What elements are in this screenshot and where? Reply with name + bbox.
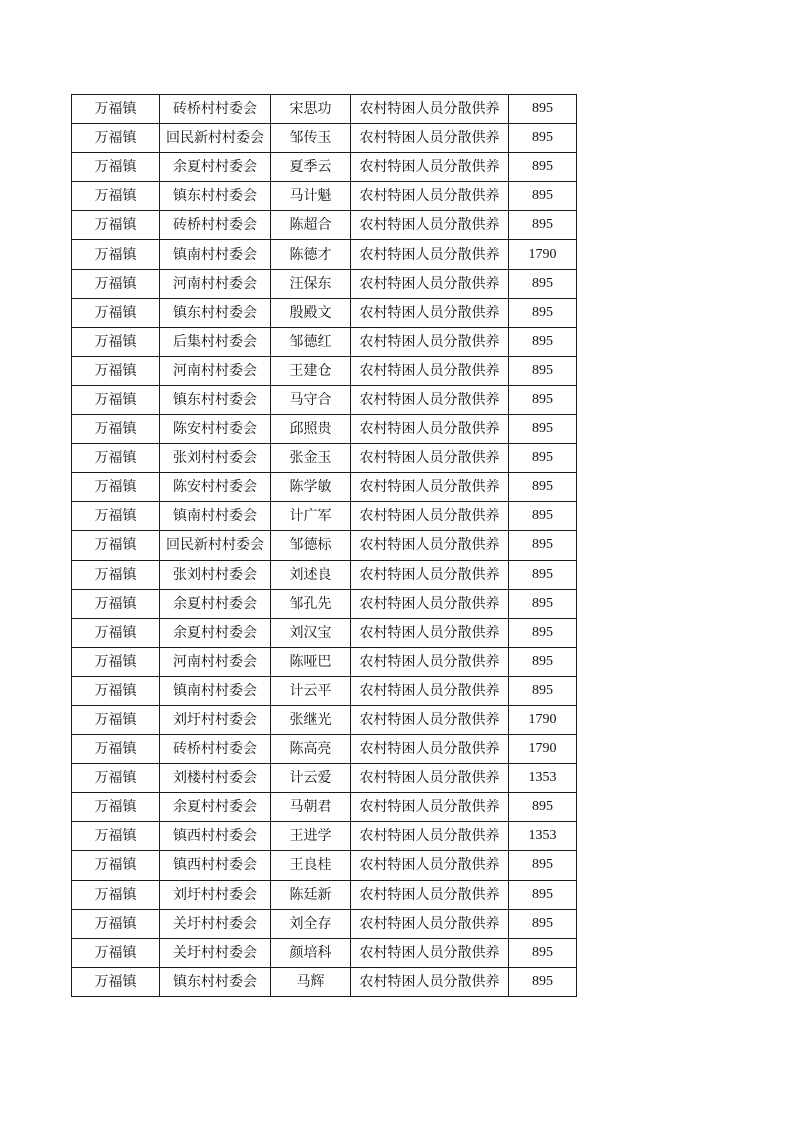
town-cell: 万福镇 [72, 938, 160, 967]
amount-cell: 1790 [509, 240, 577, 269]
town-cell: 万福镇 [72, 735, 160, 764]
village-committee-cell: 余夏村村委会 [160, 618, 271, 647]
town-cell: 万福镇 [72, 240, 160, 269]
person-name-cell: 计云爱 [271, 764, 351, 793]
village-committee-cell: 回民新村村委会 [160, 124, 271, 153]
amount-cell: 1790 [509, 735, 577, 764]
support-category-cell: 农村特困人员分散供养 [351, 764, 509, 793]
table-row [72, 211, 577, 240]
village-committee-cell: 后集村村委会 [160, 327, 271, 356]
village-committee-cell: 砖桥村村委会 [160, 95, 271, 124]
table-row [72, 153, 577, 182]
person-name-cell: 陈学敏 [271, 473, 351, 502]
town-cell: 万福镇 [72, 473, 160, 502]
village-committee-cell: 镇东村村委会 [160, 182, 271, 211]
support-category-cell: 农村特困人员分散供养 [351, 705, 509, 734]
amount-cell: 895 [509, 444, 577, 473]
town-cell: 万福镇 [72, 298, 160, 327]
village-committee-cell: 砖桥村村委会 [160, 735, 271, 764]
table-row [72, 415, 577, 444]
amount-cell: 895 [509, 589, 577, 618]
village-committee-cell: 镇南村村委会 [160, 240, 271, 269]
table-row [72, 589, 577, 618]
person-name-cell: 马守合 [271, 385, 351, 414]
table-row [72, 240, 577, 269]
village-committee-cell: 镇东村村委会 [160, 967, 271, 996]
person-name-cell: 王建仓 [271, 356, 351, 385]
table-row [72, 764, 577, 793]
person-name-cell: 陈哑巴 [271, 647, 351, 676]
table-row [72, 909, 577, 938]
person-name-cell: 计云平 [271, 676, 351, 705]
support-category-cell: 农村特困人员分散供养 [351, 589, 509, 618]
support-category-cell: 农村特困人员分散供养 [351, 298, 509, 327]
village-committee-cell: 关圩村村委会 [160, 909, 271, 938]
support-category-cell: 农村特困人员分散供养 [351, 618, 509, 647]
person-name-cell: 颜培科 [271, 938, 351, 967]
support-category-cell: 农村特困人员分散供养 [351, 269, 509, 298]
table-row [72, 793, 577, 822]
person-name-cell: 刘述良 [271, 560, 351, 589]
support-category-cell: 农村特困人员分散供养 [351, 531, 509, 560]
support-category-cell: 农村特困人员分散供养 [351, 560, 509, 589]
person-name-cell: 马计魁 [271, 182, 351, 211]
village-committee-cell: 关圩村村委会 [160, 938, 271, 967]
table-row [72, 851, 577, 880]
person-name-cell: 邹孔先 [271, 589, 351, 618]
support-category-cell: 农村特困人员分散供养 [351, 676, 509, 705]
support-category-cell: 农村特困人员分散供养 [351, 182, 509, 211]
table-row [72, 444, 577, 473]
village-committee-cell: 刘楼村村委会 [160, 764, 271, 793]
person-name-cell: 计广军 [271, 502, 351, 531]
table-row [72, 618, 577, 647]
person-name-cell: 陈高亮 [271, 735, 351, 764]
person-name-cell: 邹德红 [271, 327, 351, 356]
table-row [72, 822, 577, 851]
amount-cell: 895 [509, 153, 577, 182]
table-row [72, 531, 577, 560]
table-row [72, 735, 577, 764]
table-row [72, 647, 577, 676]
town-cell: 万福镇 [72, 502, 160, 531]
person-name-cell: 陈超合 [271, 211, 351, 240]
support-category-cell: 农村特困人员分散供养 [351, 967, 509, 996]
support-category-cell: 农村特困人员分散供养 [351, 124, 509, 153]
town-cell: 万福镇 [72, 95, 160, 124]
amount-cell: 895 [509, 793, 577, 822]
village-committee-cell: 镇西村村委会 [160, 822, 271, 851]
village-committee-cell: 镇东村村委会 [160, 298, 271, 327]
person-name-cell: 王进学 [271, 822, 351, 851]
table-row [72, 356, 577, 385]
person-name-cell: 陈德才 [271, 240, 351, 269]
amount-cell: 895 [509, 909, 577, 938]
table-row [72, 124, 577, 153]
support-category-cell: 农村特困人员分散供养 [351, 211, 509, 240]
town-cell: 万福镇 [72, 880, 160, 909]
support-category-cell: 农村特困人员分散供养 [351, 909, 509, 938]
table-row [72, 938, 577, 967]
village-committee-cell: 张刘村村委会 [160, 560, 271, 589]
table-row [72, 95, 577, 124]
person-name-cell: 张金玉 [271, 444, 351, 473]
table-row [72, 269, 577, 298]
table-row [72, 182, 577, 211]
amount-cell: 895 [509, 327, 577, 356]
town-cell: 万福镇 [72, 647, 160, 676]
village-committee-cell: 余夏村村委会 [160, 793, 271, 822]
person-name-cell: 邱照贵 [271, 415, 351, 444]
support-category-cell: 农村特困人员分散供养 [351, 851, 509, 880]
support-category-cell: 农村特困人员分散供养 [351, 240, 509, 269]
support-category-cell: 农村特困人员分散供养 [351, 95, 509, 124]
person-name-cell: 殷殿文 [271, 298, 351, 327]
table-row [72, 880, 577, 909]
town-cell: 万福镇 [72, 618, 160, 647]
amount-cell: 895 [509, 531, 577, 560]
support-category-cell: 农村特困人员分散供养 [351, 647, 509, 676]
person-name-cell: 刘全存 [271, 909, 351, 938]
town-cell: 万福镇 [72, 124, 160, 153]
support-category-cell: 农村特困人员分散供养 [351, 444, 509, 473]
town-cell: 万福镇 [72, 356, 160, 385]
amount-cell: 1353 [509, 822, 577, 851]
person-name-cell: 宋思功 [271, 95, 351, 124]
person-name-cell: 马辉 [271, 967, 351, 996]
support-category-cell: 农村特困人员分散供养 [351, 735, 509, 764]
table-row [72, 327, 577, 356]
town-cell: 万福镇 [72, 793, 160, 822]
table-row [72, 473, 577, 502]
village-committee-cell: 张刘村村委会 [160, 444, 271, 473]
person-name-cell: 马朝君 [271, 793, 351, 822]
amount-cell: 1790 [509, 705, 577, 734]
support-category-cell: 农村特困人员分散供养 [351, 793, 509, 822]
table-body [72, 95, 577, 997]
support-category-cell: 农村特困人员分散供养 [351, 385, 509, 414]
person-name-cell: 刘汉宝 [271, 618, 351, 647]
village-committee-cell: 河南村村委会 [160, 647, 271, 676]
village-committee-cell: 余夏村村委会 [160, 153, 271, 182]
amount-cell: 895 [509, 269, 577, 298]
allowance-table [71, 94, 577, 997]
town-cell: 万福镇 [72, 705, 160, 734]
amount-cell: 895 [509, 676, 577, 705]
amount-cell: 895 [509, 95, 577, 124]
village-committee-cell: 河南村村委会 [160, 356, 271, 385]
support-category-cell: 农村特困人员分散供养 [351, 415, 509, 444]
amount-cell: 895 [509, 880, 577, 909]
amount-cell: 895 [509, 211, 577, 240]
town-cell: 万福镇 [72, 531, 160, 560]
town-cell: 万福镇 [72, 764, 160, 793]
support-category-cell: 农村特困人员分散供养 [351, 473, 509, 502]
table-row [72, 298, 577, 327]
town-cell: 万福镇 [72, 415, 160, 444]
town-cell: 万福镇 [72, 153, 160, 182]
support-category-cell: 农村特困人员分散供养 [351, 822, 509, 851]
town-cell: 万福镇 [72, 676, 160, 705]
table-row [72, 676, 577, 705]
table-row [72, 560, 577, 589]
village-committee-cell: 陈安村村委会 [160, 473, 271, 502]
amount-cell: 895 [509, 356, 577, 385]
person-name-cell: 陈廷新 [271, 880, 351, 909]
support-category-cell: 农村特困人员分散供养 [351, 880, 509, 909]
person-name-cell: 邹传玉 [271, 124, 351, 153]
village-committee-cell: 刘圩村村委会 [160, 880, 271, 909]
support-category-cell: 农村特困人员分散供养 [351, 356, 509, 385]
town-cell: 万福镇 [72, 589, 160, 618]
village-committee-cell: 镇西村村委会 [160, 851, 271, 880]
village-committee-cell: 刘圩村村委会 [160, 705, 271, 734]
town-cell: 万福镇 [72, 560, 160, 589]
village-committee-cell: 镇东村村委会 [160, 385, 271, 414]
village-committee-cell: 镇南村村委会 [160, 502, 271, 531]
amount-cell: 895 [509, 502, 577, 531]
amount-cell: 895 [509, 618, 577, 647]
amount-cell: 895 [509, 182, 577, 211]
amount-cell: 895 [509, 647, 577, 676]
town-cell: 万福镇 [72, 269, 160, 298]
village-committee-cell: 砖桥村村委会 [160, 211, 271, 240]
town-cell: 万福镇 [72, 851, 160, 880]
support-category-cell: 农村特困人员分散供养 [351, 153, 509, 182]
person-name-cell: 王良桂 [271, 851, 351, 880]
amount-cell: 895 [509, 415, 577, 444]
amount-cell: 895 [509, 385, 577, 414]
town-cell: 万福镇 [72, 822, 160, 851]
village-committee-cell: 陈安村村委会 [160, 415, 271, 444]
amount-cell: 895 [509, 560, 577, 589]
village-committee-cell: 余夏村村委会 [160, 589, 271, 618]
amount-cell: 895 [509, 124, 577, 153]
village-committee-cell: 河南村村委会 [160, 269, 271, 298]
support-category-cell: 农村特困人员分散供养 [351, 327, 509, 356]
village-committee-cell: 回民新村村委会 [160, 531, 271, 560]
town-cell: 万福镇 [72, 444, 160, 473]
person-name-cell: 夏季云 [271, 153, 351, 182]
town-cell: 万福镇 [72, 182, 160, 211]
table-row [72, 385, 577, 414]
table-row [72, 967, 577, 996]
town-cell: 万福镇 [72, 967, 160, 996]
town-cell: 万福镇 [72, 909, 160, 938]
town-cell: 万福镇 [72, 385, 160, 414]
village-committee-cell: 镇南村村委会 [160, 676, 271, 705]
table-row [72, 705, 577, 734]
town-cell: 万福镇 [72, 327, 160, 356]
amount-cell: 895 [509, 851, 577, 880]
support-category-cell: 农村特困人员分散供养 [351, 502, 509, 531]
amount-cell: 895 [509, 473, 577, 502]
amount-cell: 1353 [509, 764, 577, 793]
person-name-cell: 汪保东 [271, 269, 351, 298]
person-name-cell: 张继光 [271, 705, 351, 734]
town-cell: 万福镇 [72, 211, 160, 240]
amount-cell: 895 [509, 967, 577, 996]
support-category-cell: 农村特困人员分散供养 [351, 938, 509, 967]
amount-cell: 895 [509, 298, 577, 327]
amount-cell: 895 [509, 938, 577, 967]
table-row [72, 502, 577, 531]
person-name-cell: 邹德标 [271, 531, 351, 560]
